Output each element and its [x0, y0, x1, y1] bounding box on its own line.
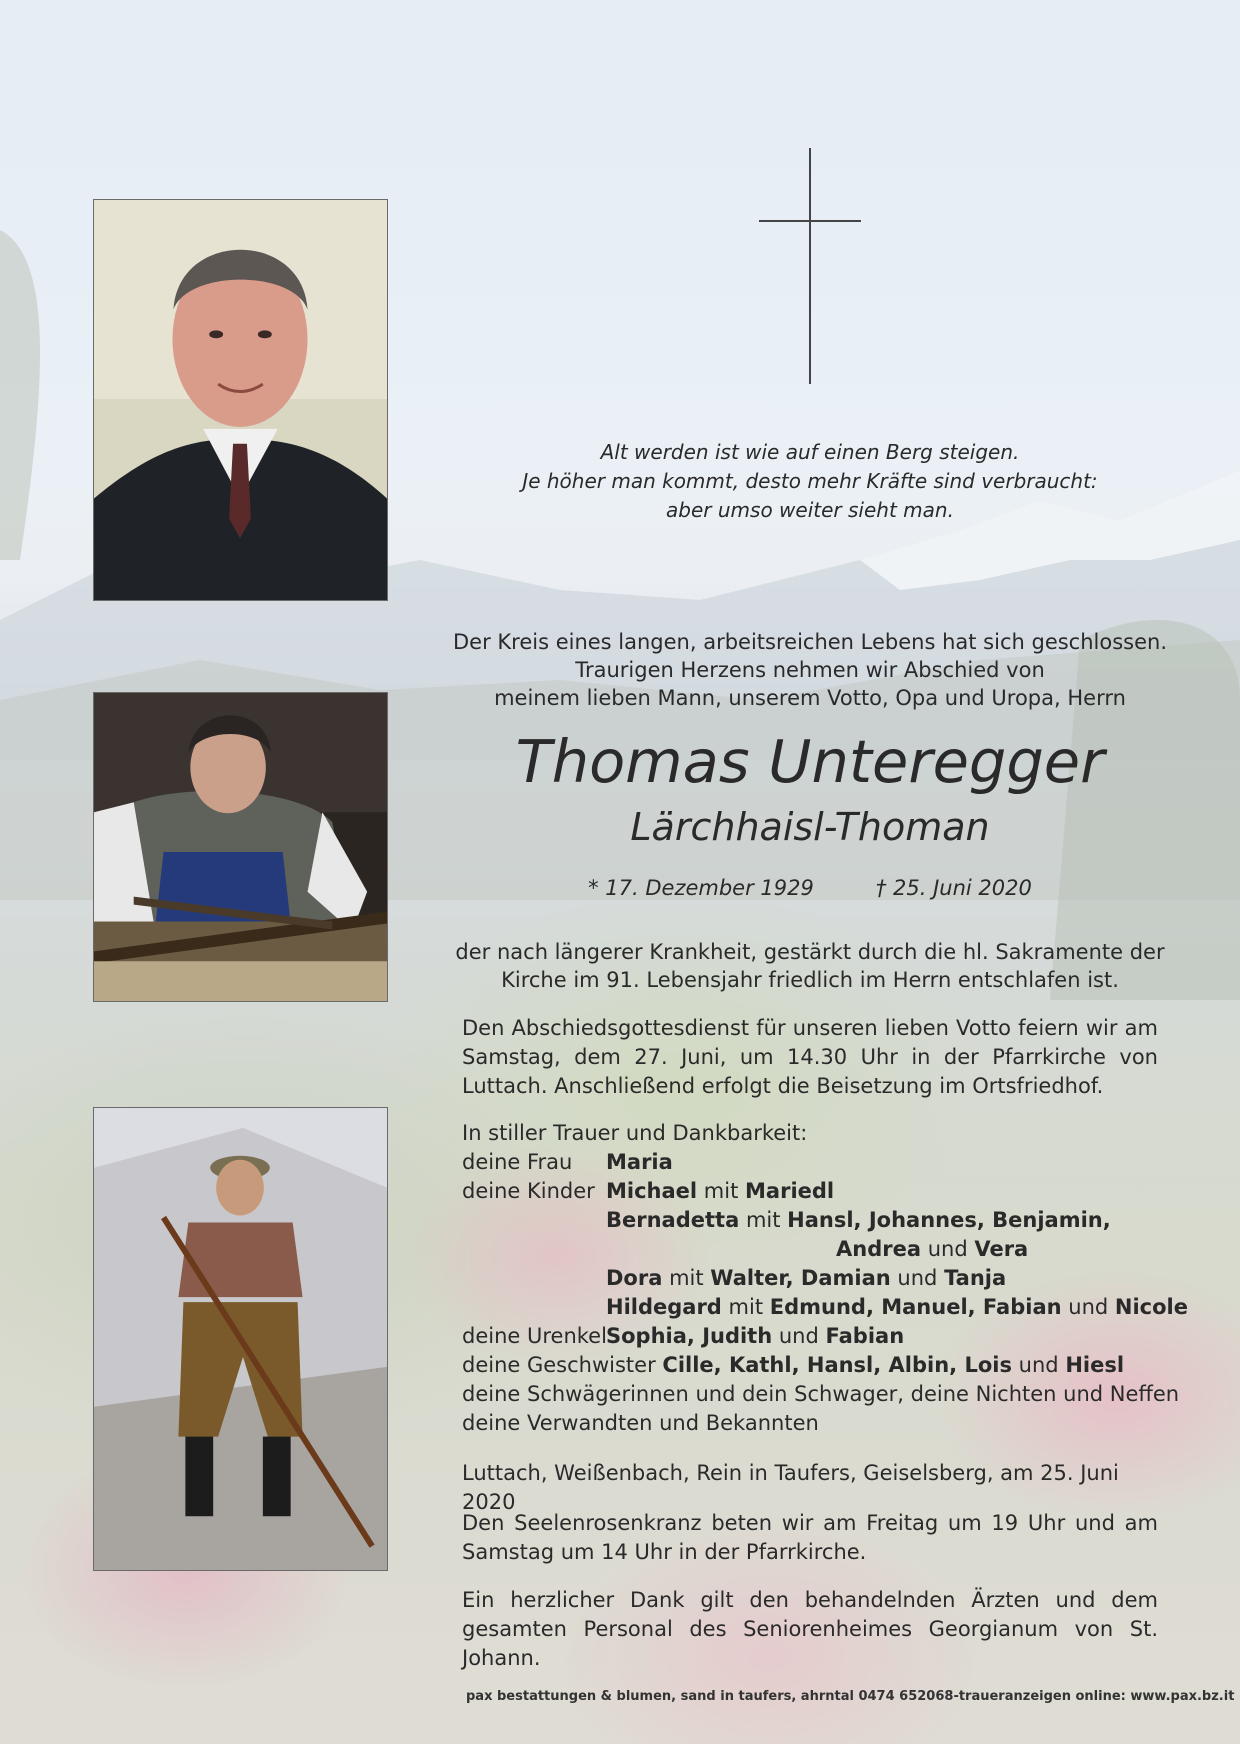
connector: und [1018, 1353, 1059, 1377]
place-and-date: Luttach, Weißenbach, Rein in Taufers, Geiselsberg, am 25. Juni 2020 [462, 1461, 1119, 1514]
funeral-service-text: Den Abschiedsgottesdienst für unseren lieben Votto feiern wir am Samstag, dem 27. Juni, um 14.30 Uhr in der Pfarrkirche von Luttach. Anschließend erfolgt die Beisetzung im Ortsfriedhof. [462, 1016, 1158, 1098]
intro-text [440, 628, 1180, 712]
condolence-text [440, 938, 1180, 994]
great-grandchildren-label: deine Urenkel [462, 1324, 607, 1348]
birth-date: * 17. Dezember 1929 [588, 876, 814, 900]
funeral-home-footer: pax bestattungen & blumen, sand in taufers, ahrntal 0474 652068-traueranzeigen online: www.pax.bz.it [466, 1689, 1235, 1704]
connector: mit [669, 1266, 704, 1290]
grandchild-name: Tanja [944, 1266, 1007, 1290]
condolence-line: der nach längerer Krankheit, gestärkt durch die hl. Sakramente der [455, 940, 1165, 964]
siblings-names: Cille, Kathl, Hansl, Albin, Lois [662, 1353, 1012, 1377]
great-grandchildren-names: Sophia, Judith [606, 1324, 773, 1348]
mourners-list [462, 1119, 1188, 1438]
grandchildren-names: Hansl, Johannes, Benjamin, [787, 1208, 1111, 1232]
thanks-text: Ein herzlicher Dank gilt den behandelnden Ärzten und dem gesamten Personal des Seniorenheimes Georgianum von St. Johann. [462, 1588, 1158, 1670]
child-name: Hildegard [606, 1295, 722, 1319]
quote [440, 438, 1180, 525]
child-name: Bernadetta [606, 1208, 740, 1232]
condolence-line: Kirche im 91. Lebensjahr friedlich im Herrn entschlafen ist. [501, 968, 1119, 992]
grandchildren-names: Walter, Damian [710, 1266, 891, 1290]
cross-icon-bar [759, 220, 861, 222]
siblings-label: deine Geschwister [462, 1353, 656, 1377]
quote-line: aber umso weiter sieht man. [666, 498, 954, 522]
in-laws-line: deine Schwägerinnen und dein Schwager, deine Nichten und Neffen [462, 1382, 1180, 1406]
wife-label: deine Frau [462, 1150, 573, 1174]
connector: mit [728, 1295, 764, 1319]
deceased-nickname: Lärchhaisl-Thoman [630, 805, 990, 849]
grandchild-name: Nicole [1114, 1295, 1188, 1319]
quote-line: Je höher man kommt, desto mehr Kräfte sind verbraucht: [522, 469, 1098, 493]
mountain-hiker-photo [93, 1107, 388, 1571]
child-name: Michael [606, 1179, 698, 1203]
child-name: Dora [606, 1266, 663, 1290]
intro-line: meinem lieben Mann, unserem Votto, Opa und Uropa, Herrn [494, 686, 1126, 710]
cross-icon [809, 148, 811, 384]
great-grandchild-name: Fabian [825, 1324, 905, 1348]
connector: und [927, 1237, 968, 1261]
mourners-heading: In stiller Trauer und Dankbarkeit: [462, 1121, 808, 1145]
partner-name: Mariedl [745, 1179, 835, 1203]
rosary-text: Den Seelenrosenkranz beten wir am Freitag um 19 Uhr und am Samstag um 14 Uhr in der Pfarrkirche. [462, 1511, 1158, 1564]
intro-line: Der Kreis eines langen, arbeitsreichen Lebens hat sich geschlossen. [452, 630, 1168, 654]
sibling-name: Hiesl [1065, 1353, 1125, 1377]
connector: mit [703, 1179, 739, 1203]
grandchild-name: Vera [974, 1237, 1029, 1261]
connector: mit [745, 1208, 781, 1232]
connector: und [897, 1266, 938, 1290]
craftsman-photo [93, 692, 388, 1002]
grandchild-name: Andrea [836, 1237, 922, 1261]
children-label: deine Kinder [462, 1179, 595, 1203]
connector: und [1068, 1295, 1109, 1319]
wife-name: Maria [606, 1150, 673, 1174]
quote-line: Alt werden ist wie auf einen Berg steigen. [600, 440, 1020, 464]
deceased-name: Thomas Unteregger [515, 727, 1105, 796]
grandchildren-names: Edmund, Manuel, Fabian [769, 1295, 1062, 1319]
relatives-line: deine Verwandten und Bekannten [462, 1411, 819, 1435]
life-dates [440, 874, 1180, 902]
connector: und [778, 1324, 819, 1348]
intro-line: Traurigen Herzens nehmen wir Abschied von [575, 658, 1045, 682]
death-date: † 25. Juni 2020 [875, 876, 1032, 900]
portrait-photo [93, 199, 388, 601]
